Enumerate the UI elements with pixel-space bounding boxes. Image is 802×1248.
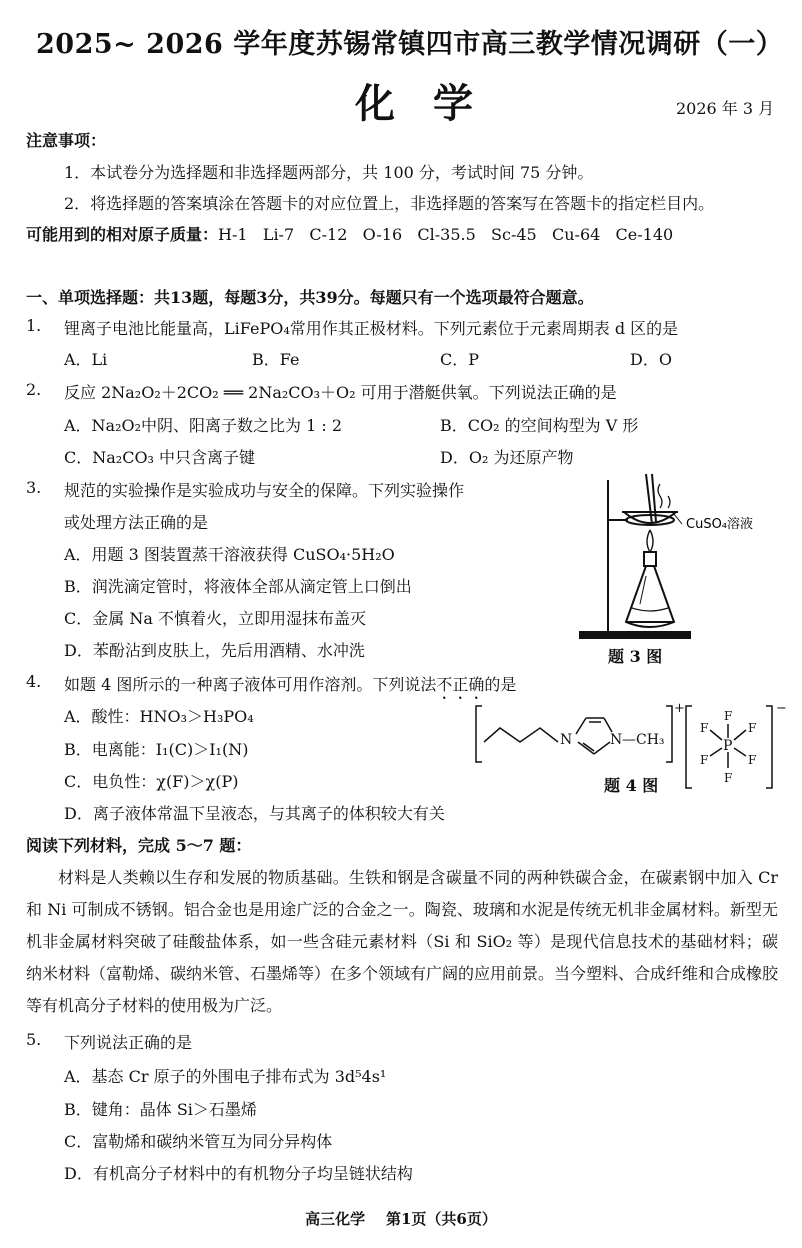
q4-option-a: A．酸性：HNO₃＞H₃PO₄ [64, 707, 254, 726]
q2-stem: 反应 2Na₂O₂＋2CO₂ ══ 2Na₂CO₃＋O₂ 可用于潜艇供氧。下列说法正确的是 [64, 383, 617, 402]
atomic-mass-label: 可能用到的相对原子质量： [26, 225, 219, 244]
q4-figure-f-lower-left: F [700, 753, 709, 767]
q5-option-d: D．有机高分子材料中的有机物分子均呈链状结构 [64, 1164, 413, 1183]
q2-option-b: B．CO₂ 的空间构型为 V 形 [440, 416, 639, 435]
q1-option-a: A．Li [64, 350, 108, 369]
q4-stem-pre: 如题 4 图所示的一种离子液体可用作溶剂。下列说法 [64, 675, 437, 694]
q4-figure-minus: − [776, 701, 787, 716]
section-heading: 一、单项选择题：共13题，每题3分，共39分。每题只有一个选项最符合题意。 [26, 288, 594, 307]
notice-item-1: 1．本试卷分为选择题和非选择题两部分，共 100 分，考试时间 75 分钟。 [64, 163, 594, 182]
exam-title: 2025~ 2026 学年度苏锡常镇四市高三教学情况调研（一） [36, 29, 784, 60]
q4-option-c: C．电负性：χ(F)＞χ(P) [64, 772, 239, 791]
q1-option-b: B．Fe [252, 350, 300, 369]
q3-option-d: D．苯酚沾到皮肤上，先后用酒精、水冲洗 [64, 641, 365, 660]
q5-option-b: B．键角：晶体 Si＞石墨烯 [64, 1100, 257, 1119]
q4-figure-f-bottom: F [724, 771, 733, 785]
q2-number: 2. [26, 380, 42, 399]
q4-number: 4. [26, 672, 42, 691]
subject-title: 化学 [355, 80, 511, 127]
q4-option-d: D．离子液体常温下呈液态，与其离子的体积较大有关 [64, 804, 445, 823]
notice-item-2: 2．将选择题的答案填涂在答题卡的对应位置上，非选择题的答案写在答题卡的指定栏目内。 [64, 194, 715, 213]
q4-figure-p: P [723, 738, 733, 754]
q4-figure-f-lower-right: F [748, 753, 757, 767]
exam-date: 2026 年 3 月 [676, 99, 775, 118]
q2-option-a: A．Na₂O₂中阴、阳离子数之比为 1 : 2 [64, 416, 343, 435]
q3-option-a: A．用题 3 图装置蒸干溶液获得 CuSO₄·5H₂O [64, 545, 395, 564]
q3-figure-label: CuSO₄溶液 [686, 517, 754, 532]
q4-stem-emphasis: 不正确 [436, 675, 485, 694]
q3-option-b: B．润洗滴定管时，将液体全部从滴定管上口倒出 [64, 577, 412, 596]
q4-figure-ch3: —CH₃ [622, 732, 665, 748]
q5-option-a: A．基态 Cr 原子的外围电子排布式为 3d⁵4s¹ [64, 1067, 387, 1086]
q1-number: 1. [26, 316, 42, 335]
q3-stem-line2: 或处理方法正确的是 [64, 513, 209, 532]
q3-evaporation-apparatus-figure [560, 472, 800, 672]
notice-heading: 注意事项： [26, 131, 107, 150]
q1-stem: 锂离子电池比能量高，LiFePO₄常用作其正极材料。下列元素位于元素周期表 d 区的是 [64, 319, 679, 338]
q5-number: 5. [26, 1030, 42, 1049]
q1-option-d: D．O [630, 350, 672, 369]
q3-option-c: C．金属 Na 不慎着火，立即用湿抹布盖灭 [64, 609, 366, 628]
q4-figure-n2: N [610, 732, 623, 748]
reading-passage: 材料是人类赖以生存和发展的物质基础。生铁和钢是含碳量不同的两种铁碳合金，在碳素钢中加入 Cr 和 Ni 可制成不锈钢。铝合金也是用途广泛的合金之一。陶瓷、玻璃和水泥是传统无机非金属材料。新型无机非金属材料突破了硅酸盐体系，如一些含硅元素材料（Si 和 SiO₂ 等）是现代信息技术的基础材料；碳纳米材料（富勒烯、碳纳米管、石墨烯等）在多个领域有广阔的应用前景。当今塑料、合成纤维和合成橡胶等有机高分子材料的使用极为广泛。 [26, 868, 779, 1015]
q5-stem: 下列说法正确的是 [64, 1033, 193, 1052]
q3-stem-line1: 规范的实验操作是实验成功与安全的保障。下列实验操作 [64, 481, 465, 500]
atomic-mass-line [26, 222, 673, 245]
q4-figure-plus: + [674, 701, 685, 716]
q4-figure-f-top: F [724, 709, 733, 723]
reading-heading: 阅读下列材料，完成 5～7 题： [26, 836, 252, 855]
q4-figure-f-upper-left: F [700, 721, 709, 735]
q3-figure-caption: 题 3 图 [608, 647, 663, 666]
q4-stem [64, 672, 516, 703]
q1-option-c: C．P [440, 350, 480, 369]
q4-figure-n1: N [560, 732, 573, 748]
atomic-mass-values: H-1 Li-7 C-12 O-16 Cl-35.5 Sc-45 Cu-64 Ce-140 [218, 225, 674, 244]
q4-stem-post: 的是 [484, 675, 517, 694]
q2-option-d: D．O₂ 为还原产物 [440, 448, 574, 467]
q4-figure-f-upper-right: F [748, 721, 757, 735]
q4-figure-caption: 题 4 图 [604, 776, 659, 795]
q5-option-c: C．富勒烯和碳纳米管互为同分异构体 [64, 1132, 333, 1151]
q2-option-c: C．Na₂CO₃ 中只含离子键 [64, 448, 256, 467]
q3-number: 3. [26, 478, 42, 497]
page-footer: 高三化学 第1页（共6页） [305, 1210, 497, 1228]
q4-option-b: B．电离能：I₁(C)＞I₁(N) [64, 740, 249, 759]
